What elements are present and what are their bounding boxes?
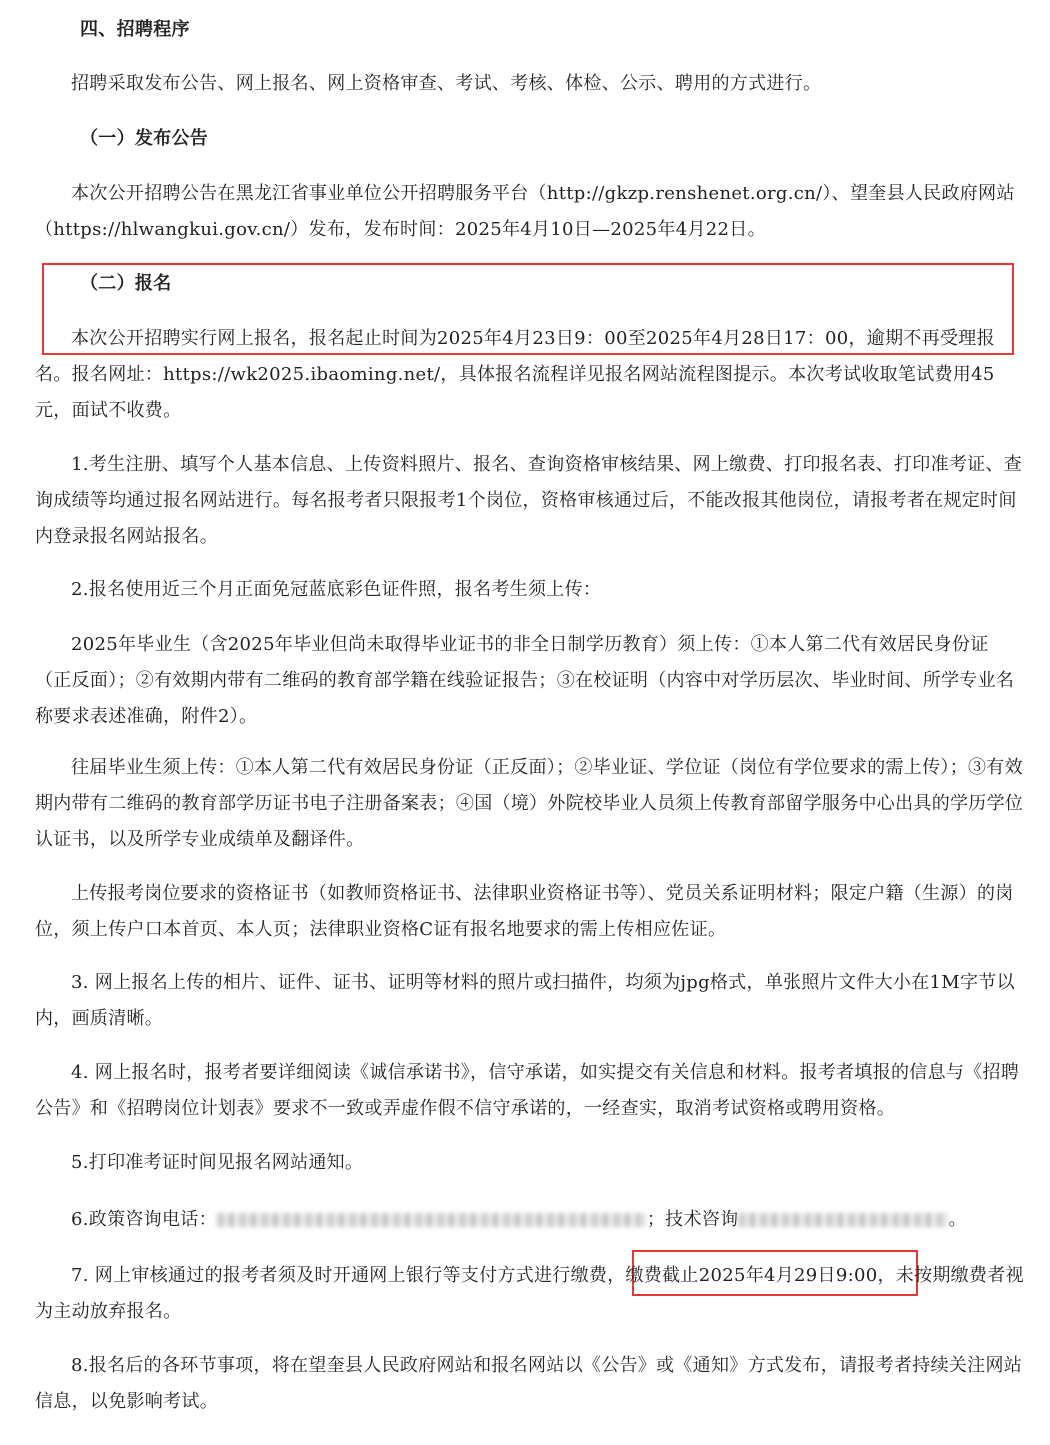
item-8: 8.报名后的各环节事项，将在望奎县人民政府网站和报名网站以《公告》或《通知》方式发布，请报考者持续关注网站信息，以免影响考试。	[35, 1355, 1023, 1412]
item-2: 2.报名使用近三个月正面免冠蓝底彩色证件照，报名考生须上传：	[71, 579, 602, 600]
item-5: 5.打印准考证时间见报名网站通知。	[71, 1152, 364, 1173]
item-6-middle: ；技术咨询	[646, 1209, 739, 1230]
sub1-text: 本次公开招聘公告在黑龙江省事业单位公开招聘服务平台（http://gkzp.renshenet.org.cn/）、望奎县人民政府网站（https://hlwangkui.gov.cn/）发布，发布时间：2025年4月10日—2025年4月22日。	[35, 183, 1015, 240]
intro-paragraph: 招聘采取发布公告、网上报名、网上资格审查、考试、考核、体检、公示、聘用的方式进行。	[71, 73, 822, 94]
redacted-phone-tech	[738, 1213, 948, 1227]
section-title: 四、招聘程序	[80, 19, 190, 40]
item-3: 3. 网上报名上传的相片、证件、证书、证明等材料的照片或扫描件，均须为jpg格式，单张照片文件大小在1M字节以内，画质清晰。	[35, 972, 1015, 1029]
item-1: 1.考生注册、填写个人基本信息、上传资料照片、报名、查询资格审核结果、网上缴费、打印报名表、打印准考证、查询成绩等均通过报名网站进行。每名报考者只限报考1个岗位，资格审核通过后，不能改报其他岗位，请报考者在规定时间内登录报名网站报名。	[35, 454, 1023, 547]
redacted-phone-policy	[217, 1213, 647, 1227]
item-2c: 上传报考岗位要求的资格证书（如教师资格证书、法律职业资格证书等）、党员关系证明材料；限定户籍（生源）的岗位，须上传户口本首页、本人页；法律职业资格C证有报名地要求的需上传相应佐证。	[35, 883, 1014, 940]
item-6-suffix: 。	[948, 1209, 967, 1230]
sub2-title: （二）报名	[80, 273, 172, 294]
sub1-title: （一）发布公告	[80, 128, 209, 149]
sub2-text: 本次公开招聘实行网上报名，报名起止时间为2025年4月23日9：00至2025年4月28日17：00，逾期不再受理报名。报名网址：https://wk2025.ibaoming.net/，具体报名流程详见报名网站流程图提示。本次考试收取笔试费用45元，面试不收费。	[35, 328, 995, 421]
item-2b: 往届毕业生须上传：①本人第二代有效居民身份证（正反面）；②毕业证、学位证（岗位有学位要求的需上传）；③有效期内带有二维码的教育部学历证书电子注册备案表；④国（境）外院校毕业人员须上传教育部留学服务中心出具的学历学位认证书，以及所学专业成绩单及翻译件。	[35, 757, 1024, 850]
item-6	[35, 1202, 1025, 1238]
item-2a: 2025年毕业生（含2025年毕业但尚未取得毕业证书的非全日制学历教育）须上传：①本人第二代有效居民身份证（正反面）；②有效期内带有二维码的教育部学籍在线验证报告；③在校证明（内容中对学历层次、毕业时间、所学专业名称要求表述准确，附件2）。	[35, 634, 1015, 727]
item-4: 4. 网上报名时，报考者要详细阅读《诚信承诺书》，信守承诺，如实提交有关信息和材料。报考者填报的信息与《招聘公告》和《招聘岗位计划表》要求不一致或弄虚作假不信守承诺的，一经查实，取消考试资格或聘用资格。	[35, 1062, 1020, 1119]
item-7: 7. 网上审核通过的报考者须及时开通网上银行等支付方式进行缴费，缴费截止2025年4月29日9:00，未按期缴费者视为主动放弃报名。	[35, 1265, 1024, 1322]
item-6-prefix: 6.政策咨询电话：	[71, 1209, 217, 1230]
